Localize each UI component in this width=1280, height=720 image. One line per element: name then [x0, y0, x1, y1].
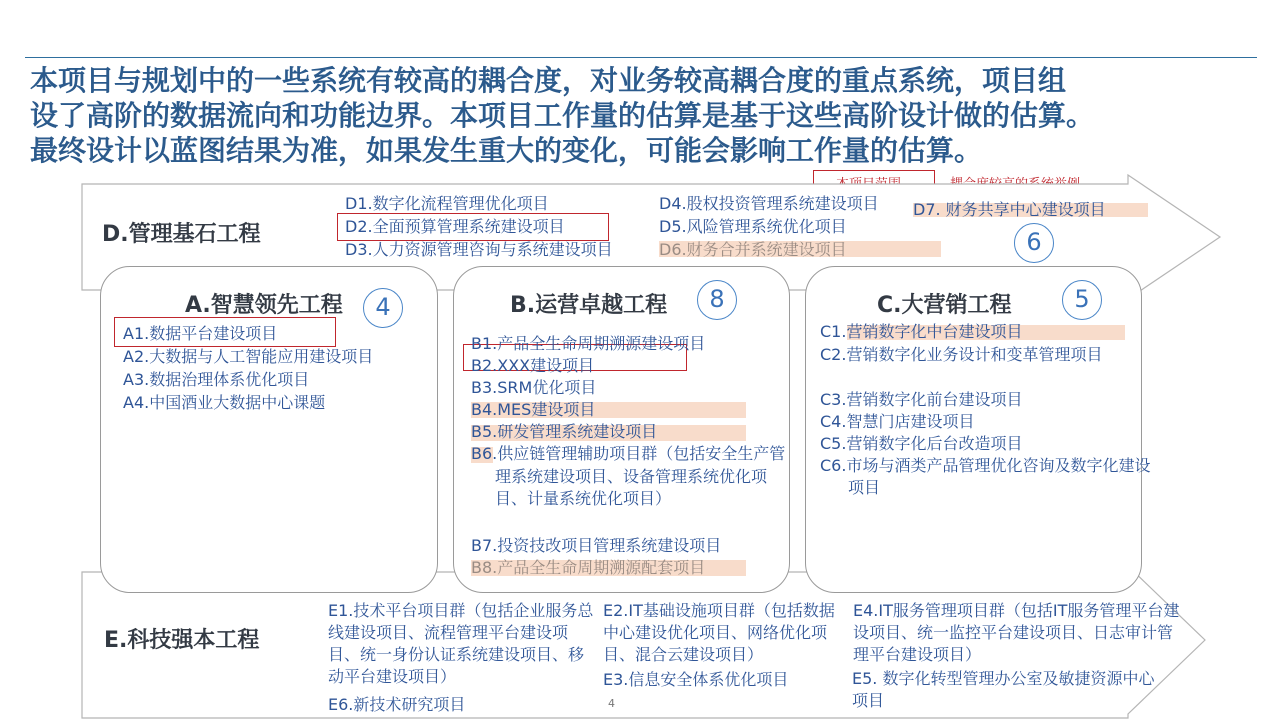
card-a-title: A.智慧领先工程	[185, 293, 343, 318]
c3-item: C3.营销数字化前台建设项目	[820, 390, 1023, 409]
e6-item: E6.新技术研究项目	[328, 695, 466, 714]
d3-item: D3.人力资源管理咨询与系统建设项目	[345, 240, 613, 259]
a3-item: A3.数据治理体系优化项目	[123, 370, 310, 389]
page-number: 4	[608, 697, 615, 710]
c5-item: C5.营销数字化后台改造项目	[820, 434, 1023, 453]
card-c-title: C.大营销工程	[877, 293, 1012, 318]
e5-item: E5. 数字化转型管理办公室及敏捷资源中心项目	[852, 669, 1155, 710]
card-a-count-badge: 4	[363, 288, 403, 328]
e2-item: E2.IT基础设施项目群（包括数据中心建设优化项目、网络优化项目、混合云建设项目）	[603, 601, 835, 664]
card-b-title: B.运营卓越工程	[510, 293, 668, 318]
card-c-count-badge: 5	[1062, 280, 1102, 320]
b2-item: B2.XXX建设项目	[471, 356, 595, 375]
b6-item: B6.供应链管理辅助项目群（包括安全生产管理系统建设项目、设备管理系统优化项目、计量系统优化项目）	[471, 444, 786, 508]
d7-item: D7. 财务共享中心建设项目	[913, 200, 1106, 219]
b1-item: B1.产品全生命周期溯源建设项目	[471, 334, 706, 353]
b7-item: B7.投资技改项目管理系统建设项目	[471, 536, 722, 555]
b5-item: B5.研发管理系统建设项目	[471, 422, 658, 441]
e4-item: E4.IT服务管理项目群（包括IT服务管理平台建设项目、统一监控平台建设项目、日志审计管理平台建设项目）	[853, 601, 1180, 664]
card-b-count-badge: 8	[697, 280, 737, 320]
d2-item: D2.全面预算管理系统建设项目	[345, 217, 565, 236]
headline-line-3: 最终设计以蓝图结果为准，如果发生重大的变化，可能会影响工作量的估算。	[30, 134, 983, 167]
headline-line-2: 设了高阶的数据流向和功能边界。本项目工作量的估算是基于这些高阶设计做的估算。	[30, 99, 1095, 132]
a1-item: A1.数据平台建设项目	[123, 324, 278, 343]
c1-item: C1.营销数字化中台建设项目	[820, 322, 1023, 341]
d5-item: D5.风险管理系统优化项目	[659, 217, 847, 236]
e1-item: E1.技术平台项目群（包括企业服务总线建设项目、流程管理平台建设项目、统一身份认证系统建设项目、移动平台建设项目）	[328, 601, 594, 686]
d1-item: D1.数字化流程管理优化项目	[345, 194, 549, 213]
c2-item: C2.营销数字化业务设计和变革管理项目	[820, 345, 1103, 364]
d6-item: D6.财务合并系统建设项目	[659, 240, 847, 259]
band-d-count-badge: 6	[1014, 223, 1054, 263]
band-e-title: E.科技强本工程	[104, 628, 260, 653]
a4-item: A4.中国酒业大数据中心课题	[123, 393, 326, 412]
a2-item: A2.大数据与人工智能应用建设项目	[123, 347, 374, 366]
band-d-title: D.管理基石工程	[102, 222, 261, 247]
d4-item: D4.股权投资管理系统建设项目	[659, 194, 879, 213]
b8-item: B8.产品全生命周期溯源配套项目	[471, 558, 706, 577]
e3-item: E3.信息安全体系优化项目	[603, 670, 789, 689]
c6-item: C6.市场与酒类产品管理优化咨询及数字化建设项目	[820, 456, 1151, 497]
b4-item: B4.MES建设项目	[471, 400, 596, 419]
headline-line-1: 本项目与规划中的一些系统有较高的耦合度，对业务较高耦合度的重点系统，项目组	[30, 64, 1067, 97]
b3-item: B3.SRM优化项目	[471, 378, 597, 397]
c4-item: C4.智慧门店建设项目	[820, 412, 975, 431]
